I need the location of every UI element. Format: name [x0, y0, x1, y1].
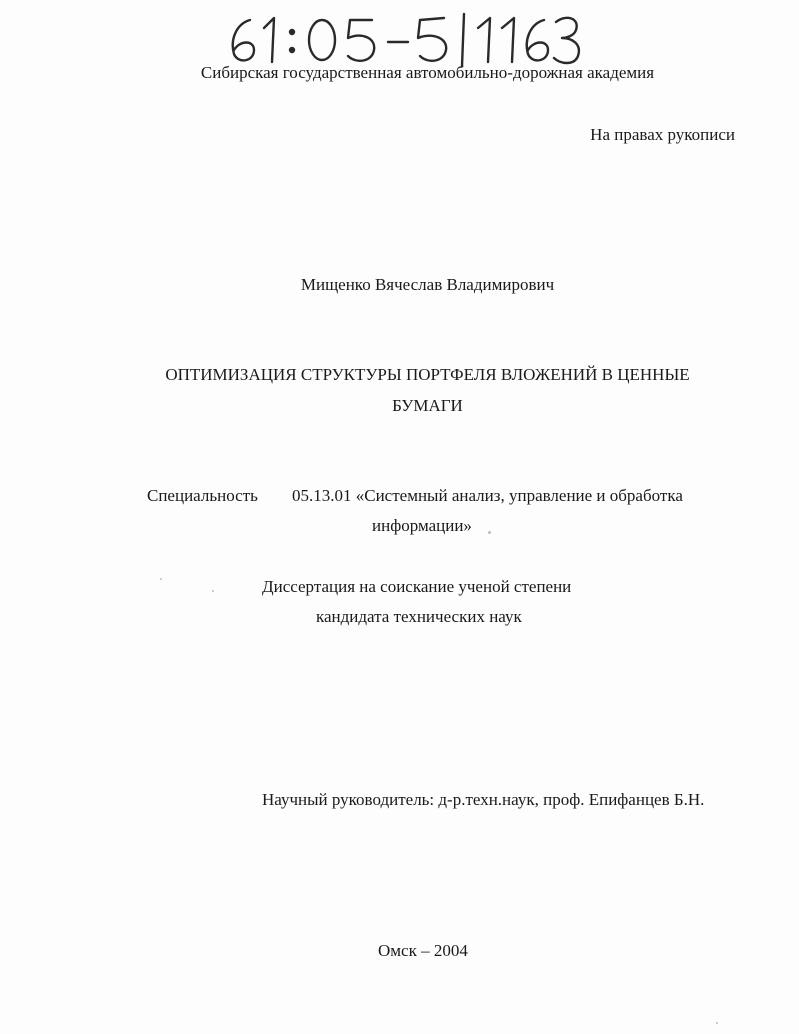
specialty-value-line-2: информации» [372, 516, 472, 535]
handwritten-archive-code [222, 10, 582, 68]
scan-speck [212, 590, 214, 592]
specialty-label: Специальность [147, 486, 258, 505]
city-year: Омск – 2004 [378, 941, 468, 960]
degree-line-2: кандидата технических наук [316, 607, 522, 626]
author-name: Мищенко Вячеслав Владимирович [300, 275, 555, 294]
thesis-title-line-2: БУМАГИ [392, 396, 463, 415]
manuscript-note: На правах рукописи [590, 125, 735, 144]
thesis-title-line-1: ОПТИМИЗАЦИЯ СТРУКТУРЫ ПОРТФЕЛЯ ВЛОЖЕНИЙ В ЦЕННЫЕ [165, 365, 690, 384]
scan-speck [160, 578, 162, 580]
institution-name: Сибирская государственная автомобильно-дорожная академия [200, 63, 655, 82]
specialty-value-line-1: 05.13.01 «Системный анализ, управление и обработка [292, 486, 683, 505]
degree-line-1: Диссертация на соискание ученой степени [262, 577, 572, 596]
scan-speck [488, 531, 491, 534]
scientific-advisor: Научный руководитель: д-р.техн.наук, проф. Епифанцев Б.Н. [262, 790, 705, 809]
scan-speck [716, 1022, 718, 1024]
